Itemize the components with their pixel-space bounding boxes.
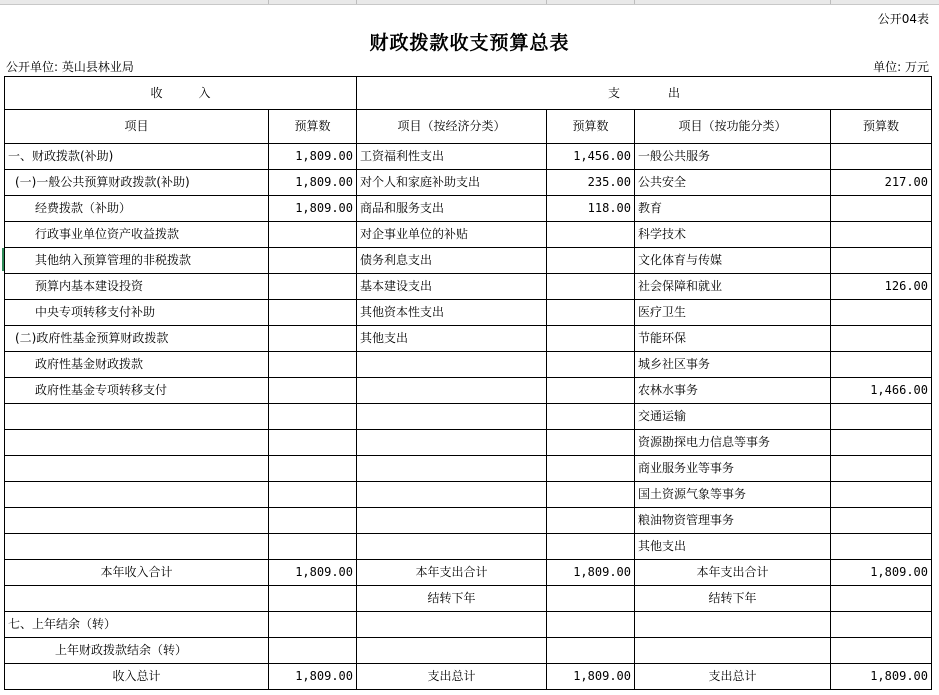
func-budget-cell[interactable] (831, 534, 932, 560)
func-budget-cell[interactable] (831, 222, 932, 248)
func-budget-cell[interactable] (831, 508, 932, 534)
func-budget-cell[interactable] (831, 248, 932, 274)
table-cell[interactable] (269, 638, 357, 664)
func-item-cell[interactable]: 粮油物资管理事务 (635, 508, 831, 534)
table-cell[interactable] (357, 638, 547, 664)
econ-budget-cell[interactable] (547, 222, 635, 248)
expense-section-header[interactable]: 支 出 (357, 77, 932, 110)
income-budget-cell[interactable] (269, 300, 357, 326)
year-expense-total-value[interactable]: 1,809.00 (547, 560, 635, 586)
econ-item-cell[interactable]: 其他支出 (357, 326, 547, 352)
econ-budget-cell[interactable] (547, 482, 635, 508)
income-item-cell[interactable]: (一)一般公共预算财政拨款(补助) (5, 170, 269, 196)
last-year-balance-label[interactable]: 七、上年结余（转） (5, 612, 269, 638)
table-cell[interactable] (357, 612, 547, 638)
table-cell[interactable] (635, 638, 831, 664)
econ-budget-cell[interactable] (547, 352, 635, 378)
income-budget-cell[interactable] (269, 508, 357, 534)
econ-budget-cell[interactable]: 118.00 (547, 196, 635, 222)
col-header-item[interactable]: 项目 (5, 110, 269, 144)
income-item-cell[interactable]: 政府性基金财政拨款 (5, 352, 269, 378)
table-row (5, 508, 932, 534)
econ-budget-cell[interactable] (547, 534, 635, 560)
income-item-cell[interactable] (5, 534, 269, 560)
func-item-cell[interactable]: 公共安全 (635, 170, 831, 196)
econ-item-cell[interactable] (357, 456, 547, 482)
income-budget-cell[interactable]: 1,809.00 (269, 196, 357, 222)
func-item-cell[interactable]: 农林水事务 (635, 378, 831, 404)
econ-budget-cell[interactable] (547, 274, 635, 300)
income-section-header[interactable]: 收 入 (5, 77, 357, 110)
income-item-cell[interactable]: 一、财政拨款(补助) (5, 144, 269, 170)
table-cell[interactable] (635, 612, 831, 638)
table-cell[interactable] (831, 612, 932, 638)
income-budget-cell[interactable]: 1,809.00 (269, 170, 357, 196)
func-budget-cell[interactable] (831, 482, 932, 508)
income-item-cell[interactable] (5, 430, 269, 456)
table-cell[interactable] (831, 638, 932, 664)
income-item-cell[interactable]: 中央专项转移支付补助 (5, 300, 269, 326)
income-budget-cell[interactable] (269, 404, 357, 430)
econ-item-cell[interactable]: 对企事业单位的补贴 (357, 222, 547, 248)
col-header-budget[interactable]: 预算数 (269, 110, 357, 144)
func-budget-cell[interactable] (831, 430, 932, 456)
col-header-budget-func[interactable]: 预算数 (831, 110, 932, 144)
table-row (5, 326, 932, 352)
econ-item-cell[interactable] (357, 534, 547, 560)
table-row (5, 404, 932, 430)
func-item-cell[interactable]: 交通运输 (635, 404, 831, 430)
func-budget-cell[interactable]: 126.00 (831, 274, 932, 300)
expense-grand-total-label[interactable]: 支出总计 (357, 664, 547, 690)
income-item-cell[interactable]: 其他纳入预算管理的非税拨款 (5, 248, 269, 274)
econ-item-cell[interactable]: 基本建设支出 (357, 274, 547, 300)
income-budget-cell[interactable]: 1,809.00 (269, 144, 357, 170)
econ-item-cell[interactable] (357, 482, 547, 508)
func-item-cell[interactable]: 其他支出 (635, 534, 831, 560)
currency-unit: 单位: 万元 (873, 60, 929, 74)
econ-item-cell[interactable] (357, 404, 547, 430)
page-title: 财政拨款收支预算总表 (369, 32, 570, 54)
econ-budget-cell[interactable] (547, 300, 635, 326)
table-row (5, 534, 932, 560)
column-header-strip (0, 0, 939, 5)
func-item-cell[interactable]: 文化体育与传媒 (635, 248, 831, 274)
econ-item-cell[interactable]: 对个人和家庭补助支出 (357, 170, 547, 196)
func-item-cell[interactable]: 一般公共服务 (635, 144, 831, 170)
income-item-cell[interactable]: (二)政府性基金预算财政拨款 (5, 326, 269, 352)
table-row (5, 378, 932, 404)
income-budget-cell[interactable] (269, 274, 357, 300)
func-budget-cell[interactable] (831, 196, 932, 222)
econ-budget-cell[interactable]: 1,456.00 (547, 144, 635, 170)
table-cell[interactable] (547, 612, 635, 638)
func-budget-cell[interactable]: 217.00 (831, 170, 932, 196)
carry-forward-label-func[interactable]: 结转下年 (635, 586, 831, 612)
carry-forward-label[interactable]: 结转下年 (357, 586, 547, 612)
func-budget-cell[interactable] (831, 456, 932, 482)
income-item-cell[interactable]: 经费拨款（补助） (5, 196, 269, 222)
income-budget-cell[interactable] (269, 482, 357, 508)
income-budget-cell[interactable] (269, 352, 357, 378)
econ-budget-cell[interactable] (547, 508, 635, 534)
econ-item-cell[interactable]: 债务利息支出 (357, 248, 547, 274)
income-budget-cell[interactable] (269, 430, 357, 456)
econ-item-cell[interactable]: 其他资本性支出 (357, 300, 547, 326)
table-row (5, 482, 932, 508)
func-item-cell[interactable]: 科学技术 (635, 222, 831, 248)
table-row (5, 144, 932, 170)
table-row (5, 352, 932, 378)
econ-budget-cell[interactable] (547, 378, 635, 404)
func-item-cell[interactable]: 国土资源气象等事务 (635, 482, 831, 508)
budget-table (4, 76, 932, 690)
table-row (5, 196, 932, 222)
form-badge: 公开04表 (877, 12, 929, 26)
func-budget-cell[interactable] (831, 326, 932, 352)
table-row (5, 248, 932, 274)
econ-budget-cell[interactable]: 235.00 (547, 170, 635, 196)
table-cell[interactable] (269, 612, 357, 638)
col-header-func-item[interactable]: 项目（按功能分类） (635, 110, 831, 144)
func-budget-cell[interactable] (831, 404, 932, 430)
func-item-cell[interactable]: 商业服务业等事务 (635, 456, 831, 482)
income-item-cell[interactable] (5, 482, 269, 508)
year-expense-total-value-func[interactable]: 1,809.00 (831, 560, 932, 586)
income-grand-total-label[interactable]: 收入总计 (5, 664, 269, 690)
year-expense-total-label[interactable]: 本年支出合计 (357, 560, 547, 586)
table-row (5, 274, 932, 300)
econ-budget-cell[interactable] (547, 404, 635, 430)
table-row (5, 222, 932, 248)
income-budget-cell[interactable] (269, 326, 357, 352)
table-cell[interactable] (547, 586, 635, 612)
econ-budget-cell[interactable] (547, 430, 635, 456)
econ-budget-cell[interactable] (547, 248, 635, 274)
last-year-fiscal-balance-label[interactable]: 上年财政拨款结余（转） (5, 638, 269, 664)
income-item-cell[interactable] (5, 508, 269, 534)
expense-grand-total-value-func[interactable]: 1,809.00 (831, 664, 932, 690)
income-item-cell[interactable]: 政府性基金专项转移支付 (5, 378, 269, 404)
year-expense-total-label-func[interactable]: 本年支出合计 (635, 560, 831, 586)
expense-grand-total-label-func[interactable]: 支出总计 (635, 664, 831, 690)
table-cell[interactable] (831, 586, 932, 612)
func-item-cell[interactable]: 教育 (635, 196, 831, 222)
func-budget-cell[interactable]: 1,466.00 (831, 378, 932, 404)
table-cell[interactable] (547, 638, 635, 664)
col-header-budget-econ[interactable]: 预算数 (547, 110, 635, 144)
table-row (5, 170, 932, 196)
income-budget-cell[interactable] (269, 248, 357, 274)
expense-grand-total-value[interactable]: 1,809.00 (547, 664, 635, 690)
econ-item-cell[interactable]: 商品和服务支出 (357, 196, 547, 222)
func-item-cell[interactable]: 社会保障和就业 (635, 274, 831, 300)
func-budget-cell[interactable] (831, 300, 932, 326)
year-income-total-value[interactable]: 1,809.00 (269, 560, 357, 586)
econ-item-cell[interactable] (357, 352, 547, 378)
publishing-unit: 公开单位: 英山县林业局 (6, 60, 134, 74)
func-item-cell[interactable]: 城乡社区事务 (635, 352, 831, 378)
income-item-cell[interactable]: 预算内基本建设投资 (5, 274, 269, 300)
table-row (5, 430, 932, 456)
func-item-cell[interactable]: 资源勘探电力信息等事务 (635, 430, 831, 456)
income-budget-cell[interactable] (269, 378, 357, 404)
income-item-cell[interactable] (5, 404, 269, 430)
econ-item-cell[interactable] (357, 430, 547, 456)
income-item-cell[interactable]: 行政事业单位资产收益拨款 (5, 222, 269, 248)
income-budget-cell[interactable] (269, 534, 357, 560)
table-row (5, 456, 932, 482)
income-budget-cell[interactable] (269, 456, 357, 482)
table-row (5, 300, 932, 326)
econ-item-cell[interactable] (357, 378, 547, 404)
econ-budget-cell[interactable] (547, 456, 635, 482)
func-item-cell[interactable]: 节能环保 (635, 326, 831, 352)
income-budget-cell[interactable] (269, 222, 357, 248)
econ-item-cell[interactable] (357, 508, 547, 534)
econ-item-cell[interactable]: 工资福利性支出 (357, 144, 547, 170)
func-item-cell[interactable]: 医疗卫生 (635, 300, 831, 326)
income-item-cell[interactable] (5, 456, 269, 482)
year-income-total-label[interactable]: 本年收入合计 (5, 560, 269, 586)
table-cell[interactable] (269, 586, 357, 612)
income-grand-total-value[interactable]: 1,809.00 (269, 664, 357, 690)
func-budget-cell[interactable] (831, 352, 932, 378)
col-header-econ-item[interactable]: 项目（按经济分类） (357, 110, 547, 144)
func-budget-cell[interactable] (831, 144, 932, 170)
table-cell[interactable] (5, 586, 269, 612)
econ-budget-cell[interactable] (547, 326, 635, 352)
